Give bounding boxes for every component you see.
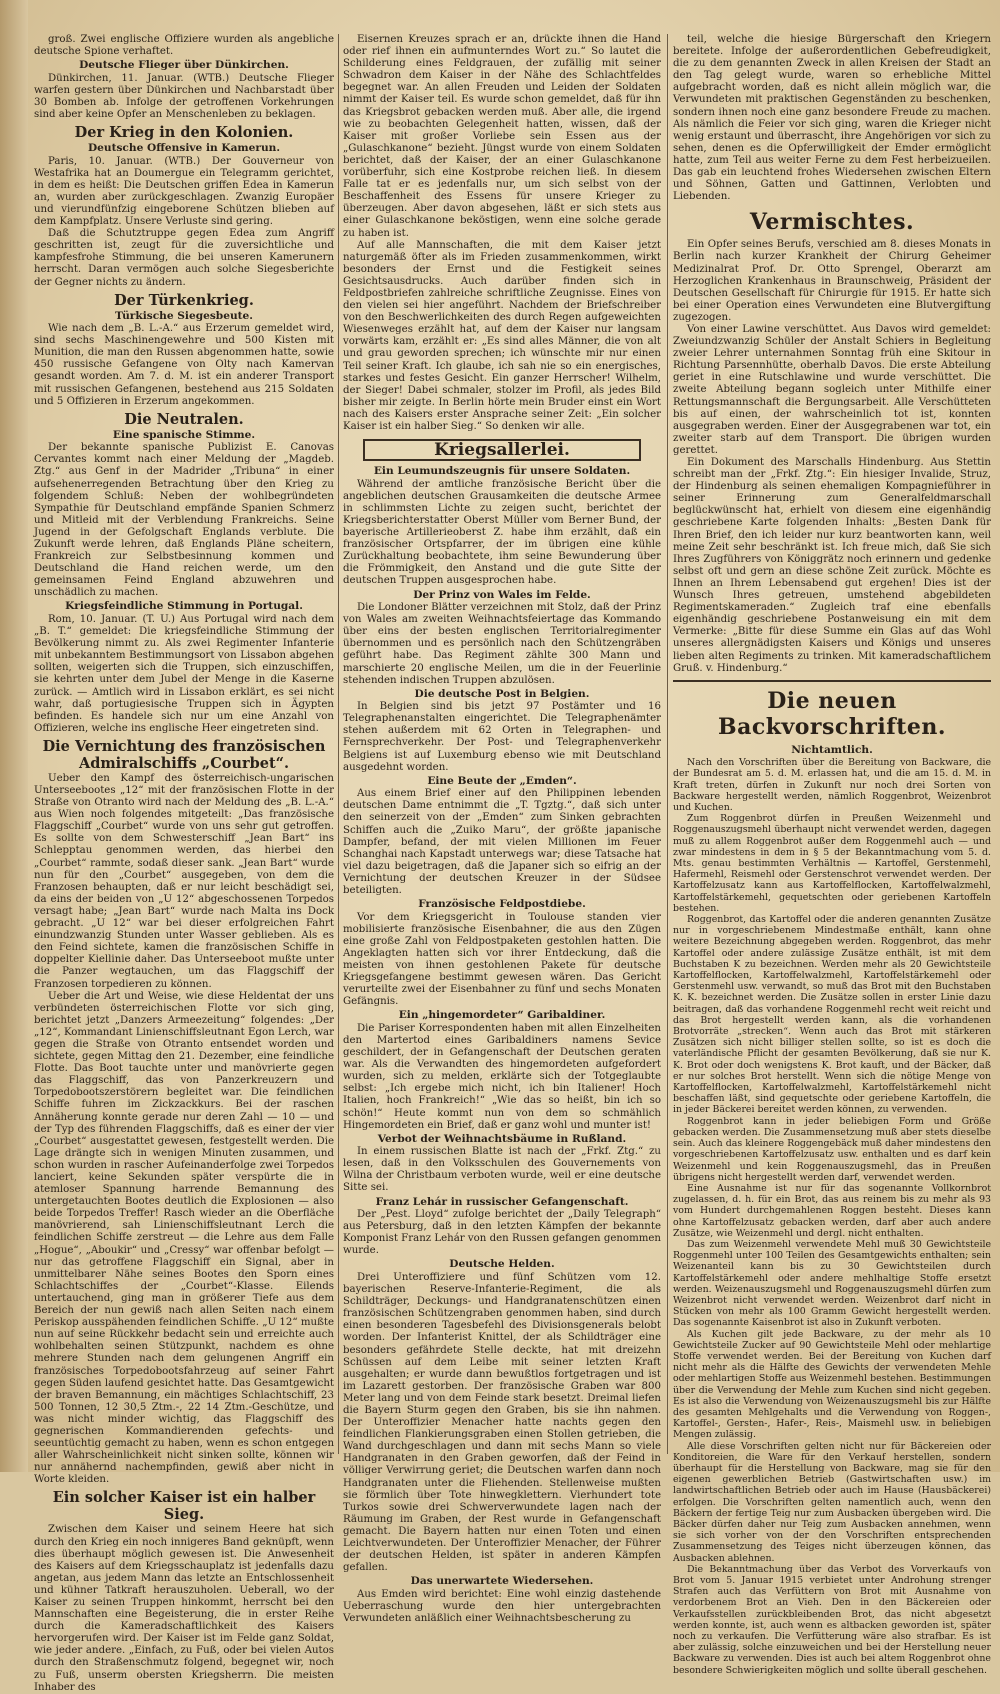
page-edge-shadow (0, 0, 28, 1472)
article-paragraph: In Belgien sind bis jetzt 97 Postämter und 16 Telegraphenanstalten eingerichtet. Die Telegraphenämter stehen außerdem mit 62 Orten in Telegraphen- und Fernsprechverkehr. Der Post- und Telegraphenverkehr Belgiens ist auf Luxemburg ebenso wie mit Deutschland ausgedehnt worden. (343, 701, 661, 773)
article-paragraph: Die Londoner Blätter verzeichnen mit Stolz, daß der Prinz von Wales am zweiten Weihnachtsfeiertage das Kommando über eins der besten englischen Territorialregimenter übernommen und es persönlich nach den Schützengräben geführt habe. Das Regiment zählte 300 Mann und marschierte 20 englische Meilen, um die in der Feuerlinie stehenden indischen Truppen abzulösen. (343, 602, 661, 686)
article-paragraph: Rom, 10. Januar. (T. U.) Aus Portugal wird nach dem „B. T.“ gemeldet: Die kriegsfeindliche Stimmung der Bevölkerung nimmt zu. Als zwei Regimenter Infanterie mit unbekanntem Bestimmungsort von Lissabon abgehen sollten, weigerten sich die Truppen, sich einzuschiffen, sie kehrten unter dem Jubel der Menge in die Kaserne zurück. — Amtlich wird in Lissabon erklärt, es sei nicht wahr, daß portugiesische Truppen sich in Ägypten befinden. Es handele sich nur um eine Anzahl von Offizieren, welche ins englische Heer eingetreten sind. (34, 613, 334, 734)
article-paragraph: Vor dem Kriegsgericht in Toulouse standen vier mobilisierte französische Eisenbahner, die aus den Zügen eine große Zahl von Feldpostpaketen gestohlen hatten. Die Angeklagten hatten sich vor ihrer Entdeckung, daß die meisten von ihnen gestohlenen Pakete für deutsche Kriegsgefangene bestimmt gewesen wären. Das Gericht verurteilte zwei der Eisenbahner zu fünf und sechs Monaten Gefängnis. (343, 911, 661, 1008)
article-paragraph: Das zum Weizenmehl verwendete Mehl muß 30 Gewichtsteile Roggenmehl unter 100 Teilen des Gesamtgewichts enthalten; sein Weizenanteil kann bis zu 30 Gewichtsteilen durch Kartoffelstärkemehl oder andere mehlhaltige Stoffe ersetzt werden. Weizenauszugsmehl und Roggenauszugsmehl dürfen zum Weizenbrot nicht verwendet werden. Weizenbrot darf nicht in Stücken von mehr als 100 Gramm Gewicht hergestellt werden. Das sogenannte Kaisenbrot ist also in Zukunft verboten. (673, 1238, 991, 1329)
article-subheadline: Türkische Siegesbeute. (115, 309, 253, 322)
article-headline: Der Türkenkrieg. (114, 291, 254, 309)
article-subheadline: Französische Feldpostdiebe. (418, 898, 586, 911)
article-paragraph: Auf alle Mannschaften, die mit dem Kaiser jetzt naturgemäß öfter als im Frieden zusammenkommen, wirkt besonders der Ernst und die Festigkeit seines Gesichtsausdrucks. Auch darüber finden sich in Feldpostbriefen zahlreiche schriftliche Zeugnisse. Eines von den vielen sei hier angeführt. Nachdem der Briefschreiber von den Beschwerlichkeiten des durch Regen aufgeweichten Wiesenweges erzählt hat, auf dem der Kaiser nur langsam vorwärts kam, erzählt er: „Es sind alles Männer, die von alt und grau geworden sprechen; ich wünschte mir nur einen Teil seiner Kraft. Ich glaube, ich sah nie so ein energisches, starkes und festes Gesicht. Ein ganzer Herrscher! Wilhelm, der Sieger! Dabei schmaler, stolzer im Profil, als jedes Bild bisher mir zeigte. In Berlin hörte mein Bruder einst ein Wort nach des Kaisers erster Ansprache seiner Zeit: „Ein solcher Kaiser ist ein halber Sieg.“ So denken wir alle. (343, 239, 661, 432)
article-paragraph: Ein Dokument des Marschalls Hindenburg. Aus Stettin schreibt man der „Frkf. Ztg.“: Ein hiesiger Invalide, Struz, der Hindenburg als seinen ehemaligen Kompagnieführer in seiner Erinnerung zum Generalfeldmarschall beglückwünscht hat, erhielt von diesem eine eigenhändig geschriebene Karte folgenden Inhalts: „Besten Dank für Ihren Brief, den ich leider nur kurz beantworten kann, weil meine Zeit sehr beschränkt ist. Ich freue mich, daß Sie sich Ihres Zugführers von Königgrätz noch erinnern und gedenke selbst oft und gern an diese schöne Zeit zurück. Möchte es Ihnen an Ihrem Lebensabend gut ergehen! Dies ist der Wunsch Ihres getreuen, umstehend abgebildeten Regimentskameraden.“ Zugleich traf eine ebenfalls eigenhändig geschriebene Postanweisung ein mit dem Vermerke: „Bitte für diese Summe ein Glas auf das Wohl unseres allergnädigsten Kaisers und Königs und unseres lieben alten Regiments zu trinken. Mit kameradschaftlichem Gruß. v. Hindenburg.“ (673, 457, 991, 674)
article-paragraph: Paris, 10. Januar. (WTB.) Der Gouverneur von Westafrika hat an Doumergue ein Telegramm gerichtet, in dem es heißt: Die Deutschen griffen Edea in Kamerun an, wurden aber zurückgeschlagen. Zwanzig Europäer und vierundfünfzig eingeborene Schützen blieben auf dem Kampfplatz. Unsere Verluste sind gering. (34, 155, 334, 228)
article-paragraph: Eisernen Kreuzes sprach er an, drückte ihnen die Hand oder rief ihnen ein aufmunterndes Wort zu.“ So lautet die Schilderung eines Feldgrauen, der zufällig mit seiner Schwadron dem Kaiser in der Nähe des Schlachtfeldes begegnet war. An allen Freuden und Leiden der Soldaten nimmt der Kaiser teil. Es wurde schon gemeldet, daß für ihn das Kriegsbrot gebacken werden muß. Aber alle, die irgend wie zu beobachten Gelegenheit hatten, wissen, daß der Kaiser mit großer Vorliebe sein Essen aus der „Gulaschkanone“ bezieht. Jüngst wurde von einem Soldaten berichtet, daß der Kaiser, der an einer Gulaschkanone vorüberfuhr, sich eine Kostprobe reichen ließ. In diesem Falle tat er es jedenfalls nur, um sich selbst von der Beschaffenheit des Essens für unsere Krieger zu überzeugen. Aber davon abgesehen, läßt er sich stets aus einer Gulaschkanone beköstigen, wenn eine solche gerade zu haben ist. (343, 34, 661, 239)
article-paragraph: groß. Zwei englische Offiziere wurden als angebliche deutsche Spione verhaftet. (34, 34, 334, 58)
article-paragraph: Aus Emden wird berichtet: Eine wohl einzig dastehende Ueberraschung wurde den hier untergebrachten Verwundeten anläßlich einer Weihnachtsbescherung zu (343, 1588, 661, 1624)
article-paragraph: Die Pariser Korrespondenten haben mit allen Einzelheiten den Martertod eines Garibaldiners namens Sevice geschildert, der in Gefangenschaft der Deutschen geraten war. Als die Verwandten des hingemordeten aufgefordert wurden, sich zu melden, erklärte sich der Totgeglaubte selbst: „Ich ergebe mich nicht, ich bin Italiener! Hoch Italien, hoch Frankreich!“ „Wie das so heißt, bin ich so schön!“ Heute kommt nun von dem so schmählich Hingemordeten ein Brief, daß er ganz wohl und munter ist! (343, 1022, 661, 1131)
article-subheadline: Eine spanische Stimme. (112, 428, 256, 441)
article-paragraph: Eine Ausnahme ist nur für das sogenannte Vollkornbrot zugelassen, d. h. für ein Brot, das aus reinem bis zu mehr als 93 vom Hundert durchgemahlenen Roggen besteht. Dieses kann ohne Kartoffelzusatz gebacken werden, darf aber auch andere Zusätze, wie Weizenmehl und dergl. nicht enthalten. (673, 1182, 991, 1239)
article-paragraph: Ueber den Kampf des österreichisch-ungarischen Unterseebootes „12“ mit der französischen Flotte in der Straße von Otranto wird nach der Meldung des „B. L.-A.“ aus Wien noch folgendes mitgeteilt: „Das französische Flaggschiff „Courbet“ wurde von uns sehr gut getroffen. Es sollte von dem Schwesterschiff „Jean Bart“ ins Schlepptau genommen werden, das hierbei den „Courbet“ rammte, sodaß dieser sank. „Jean Bart“ wurde nun für den „Courbet“ ausgegeben, von dem die Franzosen behaupten, daß er nur leicht beschädigt sei, da eins der beiden von „U 12“ abgeschossenen Torpedos versagt habe; „Jean Bart“ wurde nach Malta ins Dock gebracht. „U 12“ war bei dieser erfolgreichen Fahrt einundzwanzig Stunden unter Wasser geblieben. Als es den Feind sichtete, kamen die französischen Schiffe in doppelter Kiellinie daher. Das Unterseeboot mußte unter die Panzer wegtauchen, um das Flaggschiff der Franzosen torpedieren zu können. (34, 772, 334, 990)
article-paragraph: Drei Unteroffiziere und fünf Schützen vom 12. bayerischen Reserve-Infanterie-Regiment, die als Schildträger, Deckungs- und Handgranatenschützen einen französischen Schützengraben genommen haben, sind durch einen besonderen Tagesbefehl des Divisionsgenerals belobt worden. Der Infanterist Knittel, der als Schildträger eine besonders gefährdete Stelle deckte, hat mit dreizehn Schüssen auf dem Leibe mit seiner letzten Kraft ausgehalten; er wurde dann bewußtlos fortgetragen und ist im Lazarett gestorben. Der französische Graben war 800 Meter lang und von dem Feinde stark besetzt. Dreimal liefen die Bayern Sturm gegen den Graben, bis sie ihn nahmen. Der Unteroffizier Menacher hatte nachts gegen den feindlichen Flankierungsgraben einen Stollen getrieben, die Wand durchgeschlagen und dann mit sechs Mann so viele Handgranaten in den Graben geworfen, daß der Feind in völliger Verwirrung geriet; die Deutschen warfen dann noch Handgranaten unter die Fliehenden. Stellenweise mußten sie förmlich über Tote hinwegklettern. Vierhundert tote Turkos sowie drei Schwerverwundete lagen nach der Räumung im Graben, der Rest wurde in Gefangenschaft gemacht. Die Bayern hatten nur einen Toten und einen Leichtverwundeten. Der Unteroffizier Menacher, der Führer der deutschen Helden, ist später in anderen Kämpfen gefallen. (343, 1271, 661, 1574)
article-paragraph: Zwischen dem Kaiser und seinem Heere hat sich durch den Krieg ein noch innigeres Band geknüpft, wenn dies überhaupt möglich gewesen ist. Die Anwesenheit des Kaisers auf dem Kriegsschauplatz ist jedenfalls dazu angetan, aus jedem Mann das letzte an Entschlossenheit und kühner Tatkraft herauszuholen. Ueberall, wo der Kaiser zu seinen Truppen hinkommt, herrscht bei den Mannschaften eine Begeisterung, die in erster Reihe durch die Kameradschaftlichkeit des Kaisers hervorgerufen wird. Der Kaiser ist im Felde ganz Soldat, wie jeder andere. „Einfach, zu Fuß, oder bei vielen Autos durch den Straßenschmutz folgend, begegnet wir, noch zu Fuß, unserm obersten Kriegsherrn. Die meisten Inhaber des (34, 1524, 334, 1693)
article-paragraph: Der „Pest. Lloyd“ zufolge berichtet der „Daily Telegraph“ aus Petersburg, daß in den letzten Kämpfen der bekannte Komponist Franz Lehár von den Russen gefangen genommen wurde. (343, 1209, 661, 1257)
article-paragraph: Der bekannte spanische Publizist E. Canovas Cervantes kommt nach einer Meldung der „Magdeb. Ztg.“ aus Genf in der Madrider „Tribuna“ in einer aufsehenerregenden Betrachtung über den Krieg zu folgendem Schluß: Neben der wohlbegründeten Sympathie für Deutschland empfände Spanien Schmerz und Mitleid mit der Verblendung Frankreichs. Seine Jugend in der Gefolgschaft Englands verblute. Die Zukunft werde lehren, daß Englands Pläne scheitern, Frankreich zur Selbstbesinnung kommen und Deutschland die Hand reichen werde, um den gemeinsamen Feind England abzuwehren und unschädlich zu machen. (34, 442, 334, 599)
article-paragraph: Roggenbrot, das Kartoffel oder die anderen genannten Zusätze nur in vorgeschriebenem Mindestmaße enthält, kann ohne weitere Bezeichnung abgegeben werden. Roggenbrot, das mehr Kartoffel oder andere zulässige Zusätze enthält, ist mit dem Buchstaben K zu bezeichnen. Werden mehr als 20 Gewichtsteile Kartoffelflocken, Kartoffelwalzmehl, Kartoffelstärkemehl oder Gerstenmehl usw. verwandt, so muß das Brot mit den Buchstaben K. K. bezeichnet werden. Die Zusätze sollen in erster Linie dazu beitragen, daß das vorhandene Roggenmehl recht weit reicht und das Brot hergestellt werden kann, als die vorhandenen Brotvorräte „strecken“. Wenn auch das Brot mit stärkeren Zusätzen sich nicht billiger stellen sollte, so ist es doch die vaterländische Pflicht der gesamten Bevölkerung, daß sie nur K. K. Brot oder doch wenigstens K. Brot kauft, und der Bäcker, daß er nur solches Brot herstellt. Wenn sich die nötige Menge von Kartoffelflocken, Kartoffelwalzmehl, Kartoffelstärkemehl nicht beschaffen läßt, sind gequetschte oder geriebene Kartoffeln, die in jeder Bäckerei bereitet werden können, zu verwenden. (673, 914, 991, 1116)
section-rule (673, 680, 991, 682)
article-headline: Die Neutralen. (124, 410, 244, 428)
article-paragraph: Alle diese Vorschriften gelten nicht nur für Bäckereien oder Konditoreien, die Ware für den Verkauf herstellen, sondern überhaupt für die Herstellung von Backware, mag sie für den eigenen gewerblichen Betrieb (Gastwirtschaften usw.) im landwirtschaftlichen Betrieb oder auch im Hause (Hausbäckerei) erfolgen. Die Vorschriften gelten namentlich auch, wenn den Bäckern der fertige Teig nur zum Ausbacken übergeben wird. Die Bäcker dürfen daher nur Teig zum Ausbacken annehmen, wenn sie sich vorher von der den Vorschriften entsprechenden Zusammensetzung des Teiges nicht überzeugen können, das Ausbacken ablehnen. (673, 1440, 991, 1564)
article-paragraph: Ein Opfer seines Berufs, verschied am 8. dieses Monats in Berlin nach kurzer Krankheit der Chirurg Geheimer Medizinalrat Prof. Dr. Otto Sprengel, Oberarzt am Herzoglichen Krankenhaus in Braunschweig, Präsident der Deutschen Gesellschaft für Chirurgie für 1915. Er hatte sich bei einer Operation eines Verwundeten eine Blutvergiftung zugezogen. (673, 239, 991, 323)
article-paragraph: Roggenbrot kann in jeder beliebigen Form und Größe gebacken werden. Die Zusammensetzung muß aber stets dieselbe sein. Auch das kleinere Roggengebäck muß daher mindestens den vorgeschriebenen Kartoffelzusatz usw. enthalten und es darf kein Weizenmehl und kein Roggenauszugsmehl, das in Preußen übrigens nicht hergestellt werden darf, verwendet werden. (673, 1115, 991, 1183)
article-paragraph: Von einer Lawine verschüttet. Aus Davos wird gemeldet: Zweiundzwanzig Schüler der Anstalt Schiers in Begleitung zweier Lehrer unternahmen Sonntag früh eine Skitour in Richtung Parsennhütte, oberhalb Davos. Die erste Abteilung geriet in eine Rutschlawine und wurde verschüttet. Die zweite Abteilung begann sogleich unter Mithilfe einer Rettungsmannschaft die Bergungsarbeit. Alle Verschütteten bis auf einen, der wahrscheinlich tot ist, konnten ausgegraben werden. Einer der Ausgegrabenen war tot, ein zweiter starb auf dem Transport. Die übrigen wurden gerettet. (673, 323, 991, 456)
article-subheadline: Das unerwartete Wiedersehen. (410, 1575, 594, 1588)
article-subheadline: Franz Lehár in russischer Gefangenschaft. (375, 1195, 629, 1208)
column-2 (343, 34, 661, 1625)
article-headline: Die Vernichtung des französischen Admiralschiffs „Courbet“. (42, 737, 326, 772)
article-subheadline: Deutsche Offensive in Kamerun. (87, 142, 281, 155)
article-subheadline: Nichtamtlich. (791, 743, 873, 756)
article-paragraph: Ueber die Art und Weise, wie diese Heldentat der uns verbündeten österreichischen Flotte vor sich ging, berichtet jetzt „Danzers Armeezeitung“ folgendes: „Der „12“, Kommandant Linienschiffsleutnant Egon Lerch, war gegen die Straße von Otranto entsendet worden und sichtete, gegen Mittag den 21. Dezember, eine feindliche Flotte. Das Boot tauchte unter und manövrierte gegen das Flaggschiff, das von Panzerkreuzern und Torpedobootszerstörern begleitet war. Die feindlichen Schiffe fuhren im Zickzackkurs. Bei der raschen Annäherung konnte gerade nur deren Zahl — 10 — und der Typ des führenden Flaggschiffs, daß es einer der vier „Courbet“ ausgestattet gewesen, festgestellt werden. Die Lage drängte sich in wenigen Minuten zusammen, und schon wurden in rascher Aufeinanderfolge zwei Torpedos lanciert, keine Sekunden später verspürte die in atemloser Spannung harrende Bemannung des untergetauchten Bootes deutlich die Explosionen — also beide Torpedos Treffer! Rasch wieder an die Oberfläche manövrierend, sah Linienschiffsleutnant Lerch die feindlichen Schiffe zerstreut — die Lehre aus dem Falle „Hogue“, „Aboukir“ und „Cressy“ war offenbar befolgt — nur das getroffene Flaggschiff ein Signal, aber in unmittelbarer Nähe seines Bootes den Sporn eines Schlachtschiffes der „Courbet“-Klasse. Eilends untertauchend, ging man in größerer Tiefe aus dem Bereich der nun gewiß nach allen Seiten nach einem Periskop ausspähenden feindlichen Schiffe. „U 12“ mußte nun auf seine Rückkehr bedacht sein und erreichte auch wohlbehalten seinen Stützpunkt, nachdem es ohne mehrere Stunden nach dem gelungenen Angriff ein französisches Torpedobootsfahrzeug auf seiner Fahrt gegen Süden laufend gesichtet hatte. Das Gesamtgewicht der braven Bemannung, ein mächtiges Schlachtschiff, 23 500 Tonnen, 12 30,5 Ztm.-, 22 14 Ztm.-Geschütze, und was nicht minder wichtig, das Flaggschiff des gegnerischen Kommandierenden gefechts- und seeuntüchtig gemacht zu haben, wenn es schon entgegen aller Wahrscheinlichkeit nicht sinken sollte, können wir nur annähernd nachempfinden, gewiß aber nicht in Worte kleiden. (34, 990, 334, 1486)
article-subheadline: Deutsche Helden. (449, 1258, 555, 1271)
article-paragraph: Nach den Vorschriften über die Bereitung von Backware, die der Bundesrat am 5. d. M. erlassen hat, und die am 15. d. M. in Kraft treten, dürfen in Zukunft nur noch drei Sorten von Backware hergestellt werden, nämlich Roggenbrot, Weizenbrot und Kuchen. (673, 757, 991, 813)
article-subheadline: Ein Leumundszeugnis für unsere Soldaten. (373, 465, 631, 478)
section-heading-large: Die neuen Backvorschriften. (717, 687, 947, 740)
article-subheadline: Verbot der Weihnachtsbäume in Rußland. (377, 1132, 627, 1145)
column-1 (34, 34, 334, 1694)
article-subheadline: Die deutsche Post in Belgien. (414, 687, 590, 700)
article-paragraph: Als Kuchen gilt jede Backware, zu der mehr als 10 Gewichtsteile Zucker auf 90 Gewichtsteile Mehl oder mehlartige Stoffe verwendet werden. Bei der Bereitung von Kuchen darf nicht mehr als die Hälfte des Gewichts der verwendeten Mehle oder mehlartigen Stoffe aus Weizenmehl bestehen. Bestimmungen über die Verwendung der Mehle zum Kuchen sind nicht gegeben. Es ist also die Verwendung von Weizenauszugsmehl bis zur Hälfte des gesamten Mehlgehalts und die Verwendung von Roggen-, Kartoffel-, Gersten-, Hafer-, Reis-, Maismehl usw. in beliebigen Mengen zulässig. (673, 1328, 991, 1441)
section-heading-large: Vermischtes. (749, 209, 915, 236)
column-3 (673, 34, 991, 1676)
article-subheadline: Kriegsfeindliche Stimmung in Portugal. (65, 600, 303, 613)
article-subheadline: Deutsche Flieger über Dünkirchen. (79, 59, 289, 72)
article-subheadline: Eine Beute der „Emden“. (427, 774, 577, 787)
article-paragraph: Wie nach dem „B. L.-A.“ aus Erzerum gemeldet wird, sind sechs Maschinengewehre und 500 Kisten mit Munition, die man den Russen abgenommen hatte, sowie 450 russische Gefangene von Olty nach Kamervan gesandt worden. Am 7. d. M. ist ein anderer Transport mit russischen Gefangenen, bestehend aus 215 Soldaten und 5 Offizieren in Erzerum angekommen. (34, 323, 334, 407)
article-paragraph: Dünkirchen, 11. Januar. (WTB.) Deutsche Flieger warfen gestern über Dünkirchen und Nachbarstadt über 30 Bomben ab. Infolge der getroffenen Vorkehrungen sind aber keine Opfer an Menschenleben zu beklagen. (34, 72, 334, 120)
article-subheadline: Der Prinz von Wales im Felde. (413, 588, 591, 601)
article-paragraph: Daß die Schutztruppe gegen Edea zum Angriff geschritten ist, zeugt für die zuversichtliche und kampfesfrohe Stimmung, die bei unseren Kamerunern herrscht. Daran vermögen auch solche Siegesberichte der Gegner nichts zu ändern. (34, 228, 334, 288)
column-divider (667, 34, 668, 1454)
article-paragraph: Die Bekanntmachung über das Verbot des Vorverkaufs von Brot vom 5. Januar 1915 verbietet unter Androhung strenger Strafen auch das Verfüttern von Brot mit Ausnahme von verdorbenem Brot an Vieh. Den in den Bäckereien oder Verkaufsstellen zurückbleibenden Brot, das nicht abgesetzt werden konnte, ist, auch wenn es altbacken geworden ist, später noch zu verkaufen. Die Verfütterung wäre also strafbar. Es ist aber zulässig, solche einzuweichen und bei der Herstellung neuer Backware zu verwenden. Dies ist auch bei altem Roggenbrot ohne besondere Schwierigkeiten möglich und sollte überall geschehen. (673, 1563, 991, 1676)
article-headline: Ein solcher Kaiser ist ein halber Sieg. (52, 1489, 316, 1524)
article-paragraph: Zum Roggenbrot dürfen in Preußen Weizenmehl und Roggenauszugsmehl überhaupt nicht verwendet werden, dagegen muß zu allem Roggenbrot außer dem Roggenmehl auch — und zwar mindestens in dem in § 5 der Bekanntmachung vom 5. d. Mts. genau bestimmten Verhältnis — Kartoffel, Gerstenmehl, Hafermehl, Reismehl oder Gerstenschrot verwendet werden. Der Kartoffelzusatz kann aus Kartoffelflocken, Kartoffelwalzmehl, Kartoffelstärkemehl, gequetschten oder geriebenen Kartoffeln bestehen. (673, 813, 991, 914)
column-divider (338, 34, 339, 1454)
article-paragraph: Aus einem Brief einer auf den Philippinen lebenden deutschen Dame entnimmt die „T. Tgztg.“, daß sich unter den seinerzeit von der „Emden“ zum Sinken gebrachten Schiffen auch die „Zuiko Maru“, der größte japanische Dampfer, befand, der mit vielen Millionen im Feuer Schanghai nach Kapstadt unterwegs war; diese Tatsache hat viel dazu beigetragen, daß die Japaner sich so eifrig an der Vernichtung der deutschen Kreuzer in der Südsee beteiligten. (343, 788, 661, 896)
article-headline: Der Krieg in den Kolonien. (74, 124, 294, 142)
article-subheadline: Ein „hingemordeter“ Garibaldiner. (398, 1009, 606, 1022)
article-paragraph: Während der amtliche französische Bericht über die angeblichen deutschen Grausamkeiten die deutsche Armee in schlimmsten Lichte zu zeigen sucht, berichtet der Kriegsberichterstatter Oberst Müller vom Berner Bund, der bayerische Artillerieoberst Z. habe ihm erzählt, daß ein französischer Ortspfarrer, der im übrigen eine kühle Zurückhaltung beobachtete, ihm seine Bewunderung über die Frömmigkeit, den Anstand und die gute Sitte der deutschen Truppen ausgesprochen habe. (343, 478, 661, 587)
article-paragraph: teil, welche die hiesige Bürgerschaft den Kriegern bereitete. Infolge der außerordentlichen Gebefreudigkeit, die zu dem genannten Zweck in allen Kreisen der Stadt an den Tag gelegt wurde, waren so erhebliche Mittel aufgebracht worden, daß es nicht allein möglich war, die Verwundeten mit praktischen Gegenständen zu beschenken, sondern ihnen noch eine ganz besondere Freude zu machen. Als nämlich die Feier vor sich ging, waren die Krieger nicht wenig erstaunt und überrascht, ihre Angehörigen vor sich zu sehen, denen es die Opferwilligkeit der Emder ermöglicht hatte, zum Teil aus weiter Ferne zu dem Fest herbeizueilen. Das gab ein leuchtend frohes Wiedersehen zwischen Eltern und Söhnen, Gatten und Gattinnen, Verlobten und Liebenden. (673, 34, 991, 203)
article-paragraph: In einem russischen Blatte ist nach der „Frkf. Ztg.“ zu lesen, daß in den Volksschulen des Gouvernements von Wilna der Christbaum verboten wurde, weil er eine deutsche Sitte sei. (343, 1146, 661, 1194)
section-heading-boxed: Kriegsallerlei. (363, 439, 641, 461)
